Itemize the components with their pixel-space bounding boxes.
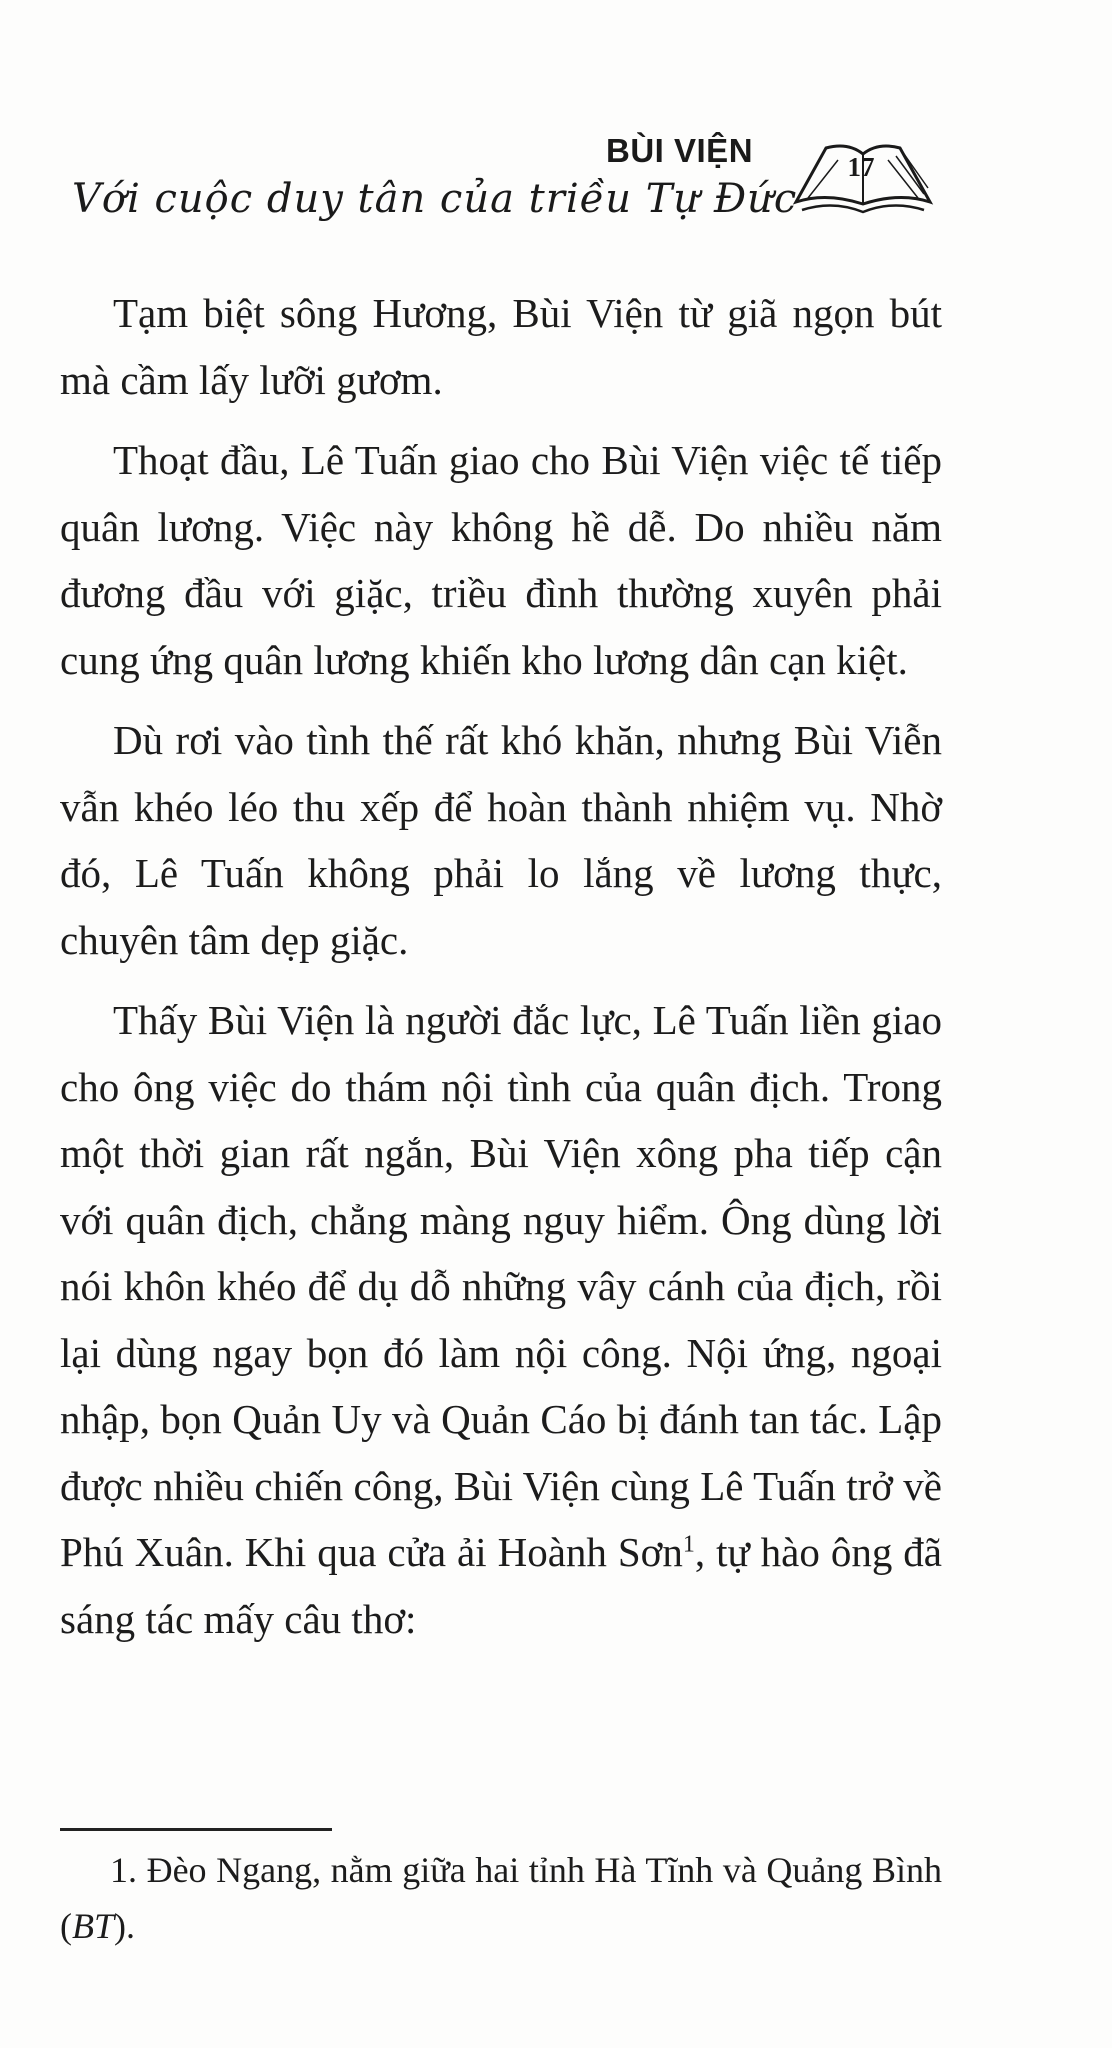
- paragraph-tail: , tự hào ông đã sáng tác mấy câu thơ:: [60, 1529, 942, 1642]
- running-header-title: BÙI VIỆN: [606, 132, 754, 169]
- page-number: 17: [847, 152, 875, 182]
- paragraph: Tạm biệt sông Hương, Bùi Viện từ giã ngọn bút mà cầm lấy lưỡi gươm.: [60, 290, 942, 403]
- footnote-italic: BT: [72, 1906, 115, 1946]
- paragraph: Thoạt đầu, Lê Tuấn giao cho Bùi Viện việc tế tiếp quân lương. Việc này không hề dễ. Do nhiều năm đương đầu với giặc, triều đình thường xuyên phải cung ứng quân lương khiến kho lương dân cạn kiệt.: [60, 437, 942, 683]
- footnote-divider: [60, 1828, 332, 1831]
- body-text: [60, 280, 942, 1666]
- paragraph: Dù rơi vào tình thế rất khó khăn, nhưng Bùi Viễn vẫn khéo léo thu xếp để hoàn thành nhiệm vụ. Nhờ đó, Lê Tuấn không phải lo lắng về lương thực, chuyên tâm dẹp giặc.: [60, 717, 942, 963]
- footnote-reference: 1: [682, 1531, 695, 1558]
- paragraph-text: Thấy Bùi Viện là người đắc lực, Lê Tuấn liền giao cho ông việc do thám nội tình của quân địch. Trong một thời gian rất ngắn, Bùi Viện xông pha tiếp cận với quân địch, chẳng màng nguy hiểm. Ông dùng lời nói khôn khéo để dụ dỗ những vây cánh của địch, rồi lại dùng ngay bọn đó làm nội công. Nội ứng, ngoại nhập, bọn Quản Uy và Quản Cáo bị đánh tan tác. Lập được nhiều chiến công, Bùi Viện cùng Lê Tuấn trở về Phú Xuân. Khi qua cửa ải Hoành Sơn: [60, 997, 942, 1575]
- footnote-text: 1. Đèo Ngang, nằm giữa hai tỉnh Hà Tĩnh và Quảng Bình (: [60, 1850, 942, 1946]
- paragraph-with-footnote: [60, 987, 942, 1652]
- footnote-text-end: ).: [114, 1906, 136, 1946]
- running-header-subtitle: Với cuộc duy tân của triều Tự Đức: [72, 176, 798, 222]
- footnote: [60, 1842, 942, 1954]
